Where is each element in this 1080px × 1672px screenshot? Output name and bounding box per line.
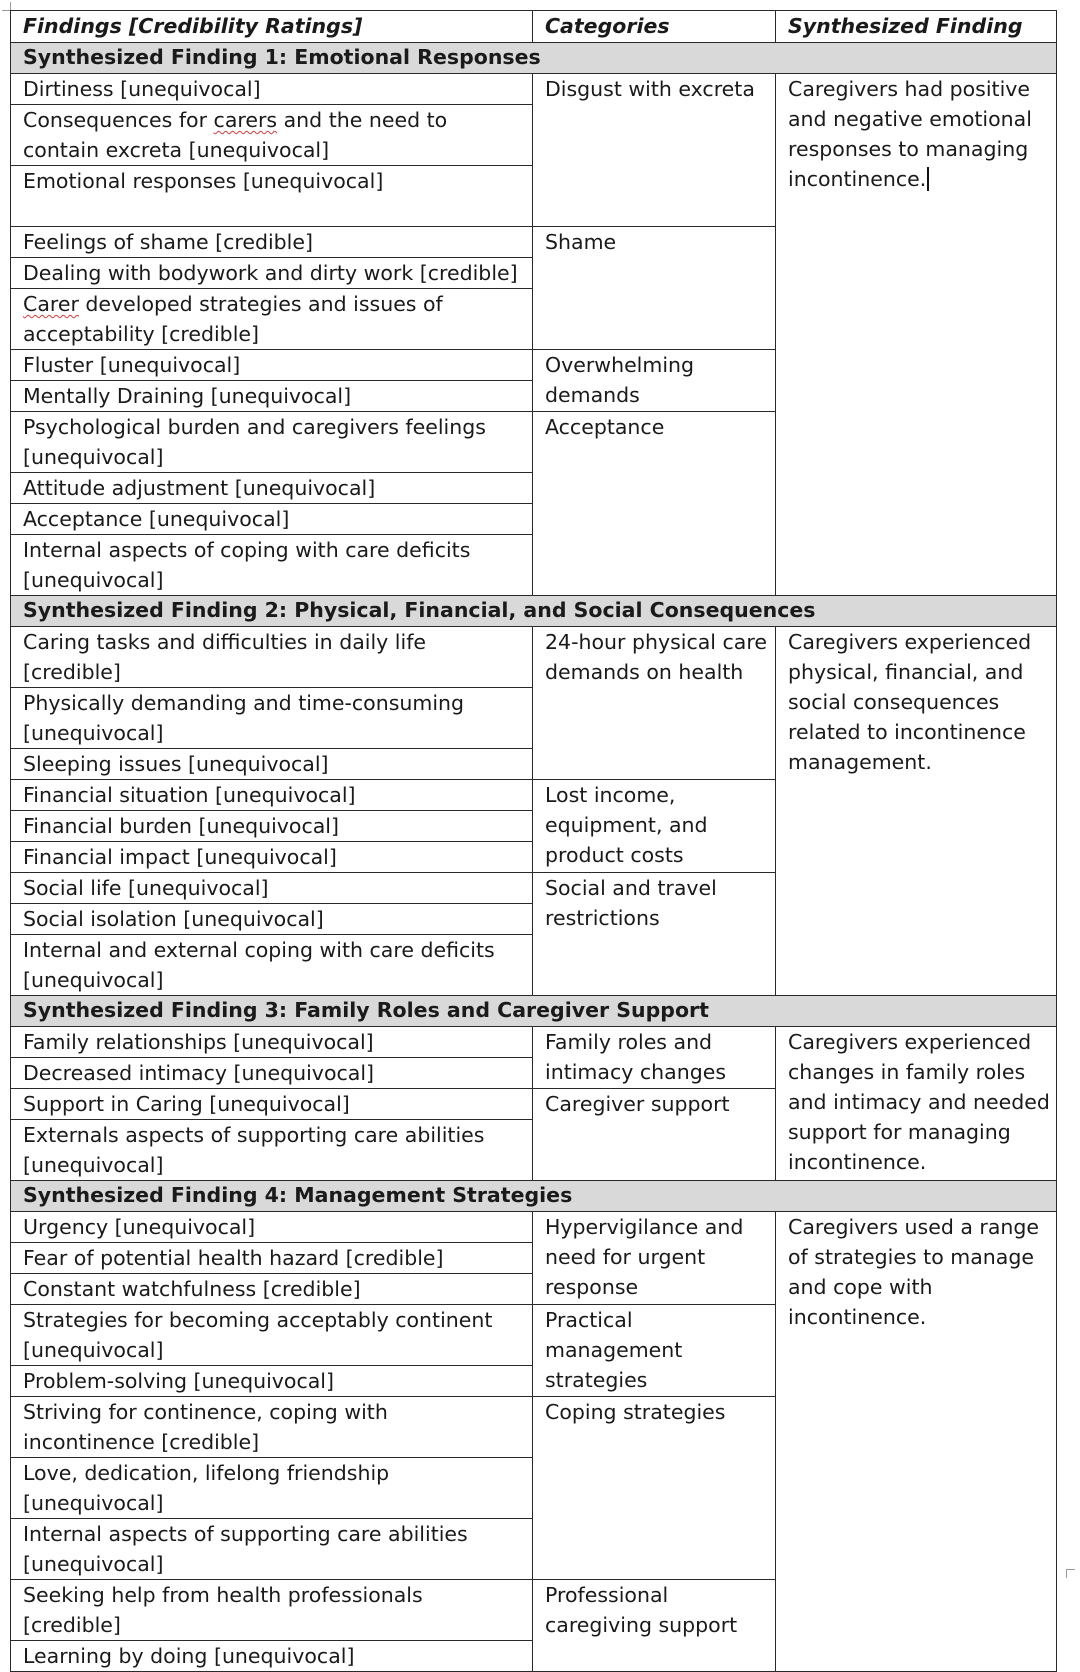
finding-text: Urgency [unequivocal]	[23, 1215, 256, 1239]
finding-text: Social isolation [unequivocal]	[23, 907, 324, 931]
section-header-row	[11, 596, 1057, 627]
finding-cell[interactable]	[11, 535, 533, 596]
finding-cell[interactable]	[11, 1580, 533, 1641]
header-findings[interactable]: Findings [Credibility Ratings]	[11, 11, 533, 43]
finding-cell[interactable]	[11, 935, 533, 996]
finding-cell[interactable]	[11, 227, 533, 258]
table-row	[11, 74, 1057, 105]
finding-text: Constant watchfulness [credible]	[23, 1277, 361, 1301]
spellcheck-flagged-word: carers	[213, 108, 278, 132]
finding-text: Family relationships [unequivocal]	[23, 1030, 374, 1054]
category-cell[interactable]: Social and travel restrictions	[533, 873, 776, 996]
finding-text: Physically demanding and time-consuming [unequivocal]	[23, 691, 465, 745]
header-categories[interactable]: Categories	[533, 11, 776, 43]
header-synthesized-finding[interactable]: Synthesized Finding	[776, 11, 1057, 43]
section-title[interactable]: Synthesized Finding 2: Physical, Financial, and Social Consequences	[11, 596, 1057, 627]
finding-text: Dealing with bodywork and dirty work [credible]	[23, 261, 518, 285]
category-cell[interactable]: Practical management strategies	[533, 1305, 776, 1397]
category-cell[interactable]: Coping strategies	[533, 1397, 776, 1580]
finding-text: Strategies for becoming acceptably continent [unequivocal]	[23, 1308, 493, 1362]
synthesized-finding-text: Caregivers experienced changes in family roles and intimacy and needed support for managing incontinence.	[788, 1030, 1050, 1174]
finding-text: Emotional responses [unequivocal]	[23, 169, 384, 193]
finding-cell[interactable]	[11, 842, 533, 873]
synthesized-finding-cell[interactable]	[776, 74, 1057, 596]
finding-text: Financial situation [unequivocal]	[23, 783, 356, 807]
finding-text: Psychological burden and caregivers feelings [unequivocal]	[23, 415, 486, 469]
finding-text: Problem-solving [unequivocal]	[23, 1369, 334, 1393]
section-header-row	[11, 43, 1057, 74]
finding-cell[interactable]	[11, 1243, 533, 1274]
finding-text: Seeking help from health professionals [credible]	[23, 1583, 423, 1637]
finding-text: Learning by doing [unequivocal]	[23, 1644, 355, 1668]
finding-text: Dirtiness [unequivocal]	[23, 77, 261, 101]
finding-text: Support in Caring [unequivocal]	[23, 1092, 350, 1116]
table-row	[11, 627, 1057, 688]
table-row	[11, 1027, 1057, 1058]
section-header-row	[11, 1181, 1057, 1212]
finding-cell[interactable]	[11, 166, 533, 227]
finding-text: Internal aspects of supporting care abilities [unequivocal]	[23, 1522, 468, 1576]
section-title[interactable]: Synthesized Finding 1: Emotional Responses	[11, 43, 1057, 74]
category-cell[interactable]: Overwhelming demands	[533, 350, 776, 412]
finding-cell[interactable]	[11, 904, 533, 935]
category-cell[interactable]: Disgust with excreta	[533, 74, 776, 227]
finding-text: Externals aspects of supporting care abilities [unequivocal]	[23, 1123, 485, 1177]
finding-text: Acceptance [unequivocal]	[23, 507, 290, 531]
synthesized-finding-cell[interactable]	[776, 1212, 1057, 1672]
finding-text: Fear of potential health hazard [credible]	[23, 1246, 444, 1270]
category-cell[interactable]: Acceptance	[533, 412, 776, 596]
finding-cell[interactable]	[11, 1641, 533, 1672]
finding-cell[interactable]	[11, 1089, 533, 1120]
finding-text: Feelings of shame [credible]	[23, 230, 313, 254]
finding-cell[interactable]	[11, 1120, 533, 1181]
finding-text: Internal and external coping with care deficits [unequivocal]	[23, 938, 495, 992]
finding-text: Sleeping issues [unequivocal]	[23, 752, 329, 776]
finding-cell[interactable]	[11, 473, 533, 504]
table-row	[11, 1212, 1057, 1243]
category-cell[interactable]: Caregiver support	[533, 1089, 776, 1181]
synthesized-finding-cell[interactable]	[776, 627, 1057, 996]
finding-cell[interactable]	[11, 1366, 533, 1397]
section-title[interactable]: Synthesized Finding 3: Family Roles and Caregiver Support	[11, 996, 1057, 1027]
finding-text: and the need to contain excreta [unequivocal]	[23, 108, 448, 162]
findings-table	[10, 10, 1057, 1672]
finding-text: Internal aspects of coping with care deficits [unequivocal]	[23, 538, 471, 592]
finding-cell[interactable]	[11, 412, 533, 473]
finding-text: Decreased intimacy [unequivocal]	[23, 1061, 375, 1085]
finding-text: Social life [unequivocal]	[23, 876, 269, 900]
finding-cell[interactable]	[11, 1058, 533, 1089]
finding-cell[interactable]	[11, 105, 533, 166]
category-cell[interactable]: Shame	[533, 227, 776, 350]
finding-cell[interactable]	[11, 1027, 533, 1058]
finding-text: Striving for continence, coping with incontinence [credible]	[23, 1400, 388, 1454]
category-cell[interactable]: Professional caregiving support	[533, 1580, 776, 1672]
finding-text: developed strategies and issues of acceptability [credible]	[23, 292, 443, 346]
finding-cell[interactable]	[11, 1305, 533, 1366]
finding-text: Mentally Draining [unequivocal]	[23, 384, 352, 408]
finding-cell[interactable]	[11, 1274, 533, 1305]
page-corner-mark	[1066, 1569, 1075, 1578]
spellcheck-flagged-word: Carer	[23, 292, 79, 316]
category-cell[interactable]: 24-hour physical care demands on health	[533, 627, 776, 780]
finding-cell[interactable]	[11, 627, 533, 688]
finding-text: Fluster [unequivocal]	[23, 353, 241, 377]
finding-cell[interactable]	[11, 1212, 533, 1243]
category-cell[interactable]: Hypervigilance and need for urgent response	[533, 1212, 776, 1305]
synthesized-finding-cell[interactable]	[776, 1027, 1057, 1181]
finding-cell[interactable]	[11, 74, 533, 105]
finding-cell[interactable]	[11, 811, 533, 842]
finding-cell[interactable]	[11, 688, 533, 749]
section-title[interactable]: Synthesized Finding 4: Management Strategies	[11, 1181, 1057, 1212]
table-body	[11, 43, 1057, 1672]
finding-text: Financial impact [unequivocal]	[23, 845, 337, 869]
synthesized-finding-text: Caregivers experienced physical, financial, and social consequences related to incontinence management.	[788, 630, 1032, 774]
finding-cell[interactable]	[11, 258, 533, 289]
finding-text: Caring tasks and difficulties in daily life [credible]	[23, 630, 427, 684]
header-row	[11, 11, 1057, 43]
section-header-row	[11, 996, 1057, 1027]
finding-cell[interactable]	[11, 780, 533, 811]
finding-text: Attitude adjustment [unequivocal]	[23, 476, 376, 500]
finding-text: Love, dedication, lifelong friendship [unequivocal]	[23, 1461, 390, 1515]
finding-cell[interactable]	[11, 289, 533, 350]
finding-cell[interactable]	[11, 749, 533, 780]
finding-text: Consequences for	[23, 108, 214, 132]
finding-cell[interactable]	[11, 1397, 533, 1458]
category-cell[interactable]: Family roles and intimacy changes	[533, 1027, 776, 1089]
text-cursor	[927, 167, 929, 191]
finding-cell[interactable]	[11, 350, 533, 381]
synthesized-finding-text: Caregivers had positive and negative emotional responses to managing incontinence.	[788, 77, 1032, 191]
finding-cell[interactable]	[11, 1519, 533, 1580]
synthesized-finding-text: Caregivers used a range of strategies to manage and cope with incontinence.	[788, 1215, 1040, 1329]
category-cell[interactable]: Lost income, equipment, and product costs	[533, 780, 776, 873]
finding-text: Financial burden [unequivocal]	[23, 814, 339, 838]
finding-cell[interactable]	[11, 1458, 533, 1519]
finding-cell[interactable]	[11, 504, 533, 535]
finding-cell[interactable]	[11, 873, 533, 904]
finding-cell[interactable]	[11, 381, 533, 412]
